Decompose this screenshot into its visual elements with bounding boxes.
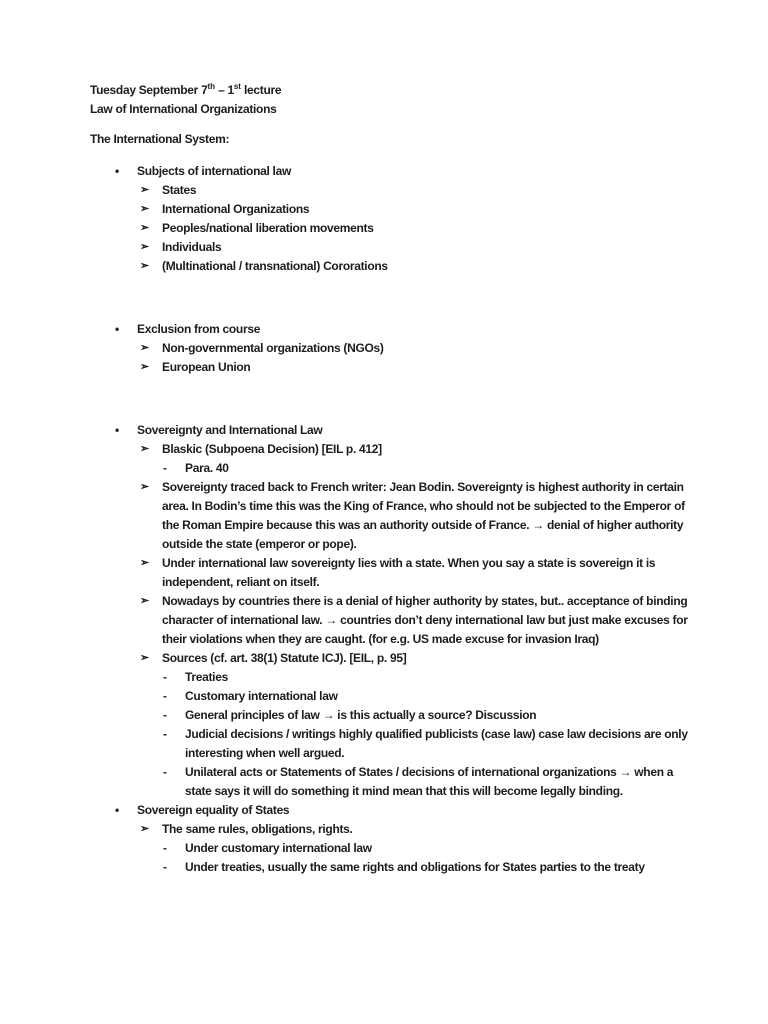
course-title: Law of International Organizations: [90, 102, 277, 116]
dash-bullet-icon: -: [163, 841, 167, 855]
arrow-bullet-icon: ➢: [140, 481, 149, 493]
outline-item: [90, 238, 694, 257]
arrow-bullet-icon: ➢: [140, 260, 149, 272]
date-text-part1: Tuesday September 7: [90, 83, 208, 97]
outline-item: [90, 706, 694, 725]
arrow-bullet-icon: ➢: [140, 203, 149, 215]
outline-item-text: Individuals: [162, 240, 222, 254]
outline-item: [90, 839, 694, 858]
arrow-bullet-icon: ➢: [140, 342, 149, 354]
bullet-dot-icon: •: [115, 803, 119, 817]
bullet-dot-icon: •: [115, 164, 119, 178]
outline-item-text: (Multinational / transnational) Cororations: [162, 259, 388, 273]
outline-item-text: States: [162, 183, 197, 197]
arrow-bullet-icon: ➢: [140, 184, 149, 196]
outline-list: [90, 162, 694, 877]
outline-item: [90, 592, 694, 649]
outline-item: [90, 181, 694, 200]
outline-item: [90, 162, 694, 181]
outline-item: [90, 820, 694, 839]
outline-item: [90, 687, 694, 706]
outline-item-text: Sovereign equality of States: [137, 803, 290, 817]
outline-item: [90, 339, 694, 358]
outline-item: [90, 257, 694, 276]
outline-item: [90, 200, 694, 219]
outline-item-text: Treaties: [185, 670, 228, 684]
outline-item: [90, 219, 694, 238]
outline-item-text: Under customary international law: [185, 841, 372, 855]
arrow-bullet-icon: ➢: [140, 557, 149, 569]
outline-item-text: Under international law sovereignty lies with a state. When you say a state is sovereign it is independent, reliant on itself.: [162, 556, 656, 589]
outline-item-text: Non-governmental organizations (NGOs): [162, 341, 384, 355]
outline-item-text: Under treaties, usually the same rights and obligations for States parties to the treaty: [185, 860, 645, 874]
outline-item: [90, 440, 694, 459]
outline-item-text: International Organizations: [162, 202, 310, 216]
outline-item-text: Para. 40: [185, 461, 229, 475]
outline-item-text: The same rules, obligations, rights.: [162, 822, 353, 836]
arrow-bullet-icon: ➢: [140, 361, 149, 373]
outline-item-text: Blaskic (Subpoena Decision) [EIL p. 412]: [162, 442, 382, 456]
date-superscript-th: th: [207, 82, 216, 91]
outline-item-text: General principles of law → is this actually a source? Discussion: [185, 708, 537, 722]
outline-item-text: Sources (cf. art. 38(1) Statute ICJ). [EIL, p. 95]: [162, 651, 407, 665]
outline-item-text: Sovereignty traced back to French writer: Jean Bodin. Sovereignty is highest authority in certain area. In Bodin’s time this was the King of France, who should not be subjected to the Emperor of the Roman Empire because this was an authority outside of France. → denial of higher authority outside the state (emperor or pope).: [162, 480, 685, 551]
arrow-bullet-icon: ➢: [140, 652, 149, 664]
dash-bullet-icon: -: [163, 461, 167, 475]
dash-bullet-icon: -: [163, 708, 167, 722]
outline-item-text: Subjects of international law: [137, 164, 291, 178]
dash-bullet-icon: -: [163, 689, 167, 703]
document-content: [90, 81, 694, 877]
bullet-dot-icon: •: [115, 322, 119, 336]
date-text-part2: – 1: [215, 83, 234, 97]
outline-item: [90, 459, 694, 478]
dash-bullet-icon: -: [163, 727, 167, 741]
outline-item: [90, 320, 694, 339]
outline-item-text: Judicial decisions / writings highly qualified publicists (case law) case law decisions are only interesting when well argued.: [185, 727, 688, 760]
outline-item-text: Customary international law: [185, 689, 338, 703]
outline-item: [90, 649, 694, 668]
outline-item-text: European Union: [162, 360, 251, 374]
bullet-dot-icon: •: [115, 423, 119, 437]
outline-item: [90, 763, 694, 801]
section-heading: The International System:: [90, 132, 230, 146]
date-text-part3: lecture: [240, 83, 282, 97]
dash-bullet-icon: -: [163, 670, 167, 684]
outline-item: [90, 668, 694, 687]
outline-item: [90, 725, 694, 763]
arrow-bullet-icon: ➢: [140, 241, 149, 253]
date-superscript-st: st: [233, 82, 241, 91]
outline-item: [90, 421, 694, 440]
outline-item: [90, 554, 694, 592]
outline-item-text: Peoples/national liberation movements: [162, 221, 374, 235]
dash-bullet-icon: -: [163, 765, 167, 779]
arrow-bullet-icon: ➢: [140, 443, 149, 455]
outline-item-text: Unilateral acts or Statements of States / decisions of international organizations → when a state says it will do something it mind mean that this will become legally binding.: [185, 765, 674, 798]
dash-bullet-icon: -: [163, 860, 167, 874]
outline-item-text: Sovereignty and International Law: [137, 423, 323, 437]
outline-item: [90, 478, 694, 554]
outline-item: [90, 358, 694, 377]
arrow-bullet-icon: ➢: [140, 595, 149, 607]
arrow-bullet-icon: ➢: [140, 823, 149, 835]
outline-item: [90, 801, 694, 820]
outline-item-text: Nowadays by countries there is a denial of higher authority by states, but.. acceptance of binding character of international law. → countries don’t deny international law but just make excuses for their violations when they are caught. (for e.g. US made excuse for invasion Iraq): [162, 594, 688, 646]
arrow-bullet-icon: ➢: [140, 222, 149, 234]
outline-item-text: Exclusion from course: [137, 322, 261, 336]
outline-item: [90, 858, 694, 877]
lecture-date-title: [90, 81, 694, 100]
